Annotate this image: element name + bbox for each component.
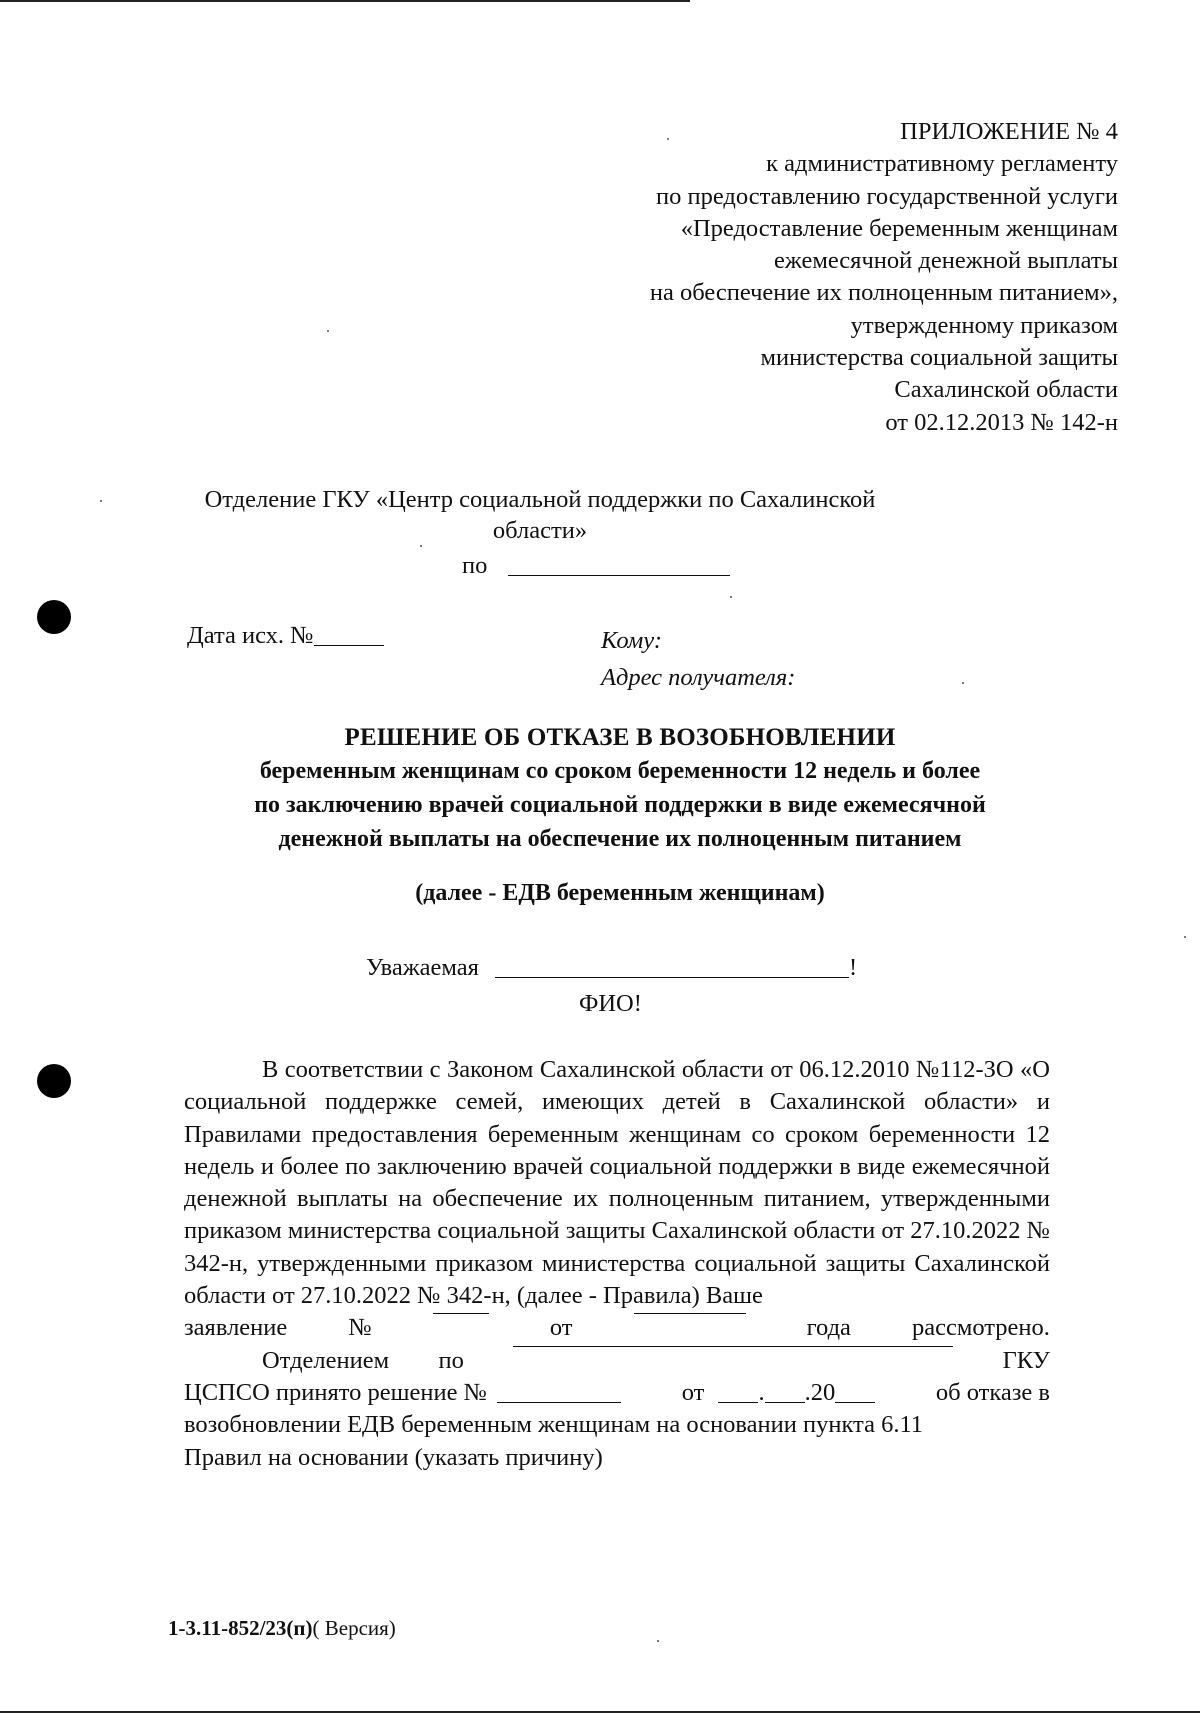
decision-body: [184, 1054, 1050, 1474]
appendix-line: к административному регламенту: [766, 150, 1118, 178]
statement-word: от: [549, 1314, 573, 1342]
fio-label: ФИО!: [579, 990, 642, 1017]
statement-word: рассмотрено.: [912, 1314, 1050, 1342]
body-paragraph: В соответствии с Законом Сахалинской области от 06.12.2010 №112-ЗО «О социальной поддержке семей, имеющих детей в Сахалинской области» и Правилами предоставления беременным женщинам со сроком беременности 12 недель и более по заключению врачей социальной поддержки в виде ежемесячной денежной выплаты на обеспечение их полноценным питанием, утвержденными приказом министерства социальной защиты Сахалинской области от 27.10.2022 № 342-н, утвержденными приказом министерства социальной защиты Сахалинской области от 27.10.2022 № 342-н, (далее - Правила) Ваше: [184, 1056, 1050, 1310]
decision-year-blank[interactable]: [835, 1401, 875, 1403]
appendix-header: [650, 116, 1118, 439]
decision-line: [184, 1377, 1050, 1409]
greeting-suffix: !: [848, 954, 858, 981]
office-district-row: [462, 552, 730, 580]
appendix-line: Сахалинской области: [894, 376, 1118, 404]
decision-title-sub-line: денежной выплаты на обеспечение их полноценным питанием: [278, 826, 962, 852]
scan-speck: [730, 596, 732, 598]
version-footer: [168, 1616, 396, 1641]
office-line-word: Отделением: [262, 1346, 390, 1374]
statement-word: №: [348, 1314, 372, 1342]
decision-line-word: .20: [804, 1378, 836, 1406]
office-line-word: ГКУ: [1002, 1346, 1050, 1374]
outgoing-number-blank[interactable]: [314, 644, 384, 646]
decision-title-sub-line: беременным женщинам со сроком беременности 12 недель и более: [259, 758, 981, 784]
decision-number-blank[interactable]: [497, 1401, 621, 1403]
scan-speck: [100, 500, 102, 502]
body-line: [184, 1409, 1050, 1441]
punch-hole-icon: [37, 1064, 71, 1098]
decision-line-word: .: [758, 1378, 765, 1406]
version-code: 1-3.11-852/23(п): [168, 1616, 313, 1640]
body-line-text: возобновлении ЕДВ беременным женщинам на основании пункта 6.11: [184, 1411, 924, 1439]
decision-title-abbreviation: (далее - ЕДВ беременным женщинам): [415, 880, 825, 906]
decision-day-blank[interactable]: [718, 1401, 758, 1403]
office-block: [160, 484, 920, 546]
office-name-line1: Отделение ГКУ «Центр социальной поддержки по Сахалинской: [204, 486, 876, 513]
scan-edge-bottom: [0, 1711, 1200, 1713]
scan-speck: [657, 1640, 659, 1642]
statement-date-blank[interactable]: [634, 1312, 746, 1314]
punch-hole-icon: [37, 600, 71, 634]
appendix-line: утвержденному приказом: [850, 311, 1118, 339]
scan-edge-top: [0, 0, 690, 2]
office-line-word: по: [438, 1346, 464, 1374]
appendix-line: министерства социальной защиты: [760, 344, 1118, 372]
decision-line-word: ЦСПСО принято решение №: [184, 1378, 487, 1406]
office-district-blank[interactable]: [508, 574, 730, 576]
recipient-to-label: Кому:: [601, 627, 662, 654]
appendix-line: ежемесячной денежной выплаты: [773, 247, 1118, 275]
appendix-line: ПРИЛОЖЕНИЕ № 4: [900, 118, 1118, 145]
appendix-line: на обеспечение их полноценным питанием»,: [649, 279, 1118, 307]
appendix-line: от 02.12.2013 № 142-н: [885, 408, 1118, 436]
recipient-name-blank[interactable]: [495, 976, 849, 978]
statement-number-blank[interactable]: [433, 1312, 489, 1314]
decision-line-word: от: [681, 1378, 705, 1406]
appendix-line: по предоставлению государственной услуги: [656, 182, 1118, 210]
decision-title-sub-line: по заключению врачей социальной поддержки в виде ежемесячной: [254, 792, 986, 818]
office-line-blank[interactable]: [513, 1345, 953, 1347]
office-line: [184, 1345, 1050, 1377]
greeting-prefix: Уважаемая: [366, 954, 479, 981]
version-label: ( Версия): [312, 1616, 396, 1640]
statement-word: заявление: [184, 1314, 288, 1342]
decision-month-blank[interactable]: [765, 1401, 805, 1403]
outgoing-date-row: [187, 622, 384, 650]
scan-speck: [327, 330, 329, 332]
statement-word: года: [806, 1314, 851, 1342]
recipient-address-label: Адрес получателя:: [601, 664, 796, 691]
body-line: Правил на основании (указать причину): [184, 1443, 603, 1471]
recipient-block: [601, 622, 795, 696]
appendix-line: «Предоставление беременным женщинам: [680, 214, 1118, 242]
decision-line-word: об отказе в: [935, 1378, 1050, 1406]
outgoing-date-label: Дата исх. №: [187, 622, 314, 649]
scan-speck: [1184, 936, 1186, 938]
decision-title: [160, 722, 1080, 907]
office-name-line2: области»: [492, 517, 588, 544]
statement-line: [184, 1312, 1050, 1344]
greeting-row: [366, 954, 857, 982]
office-po-label: по: [462, 552, 488, 579]
decision-title-main: РЕШЕНИЕ ОБ ОТКАЗЕ В ВОЗОБНОВЛЕНИИ: [344, 724, 896, 751]
scan-speck: [962, 682, 964, 684]
